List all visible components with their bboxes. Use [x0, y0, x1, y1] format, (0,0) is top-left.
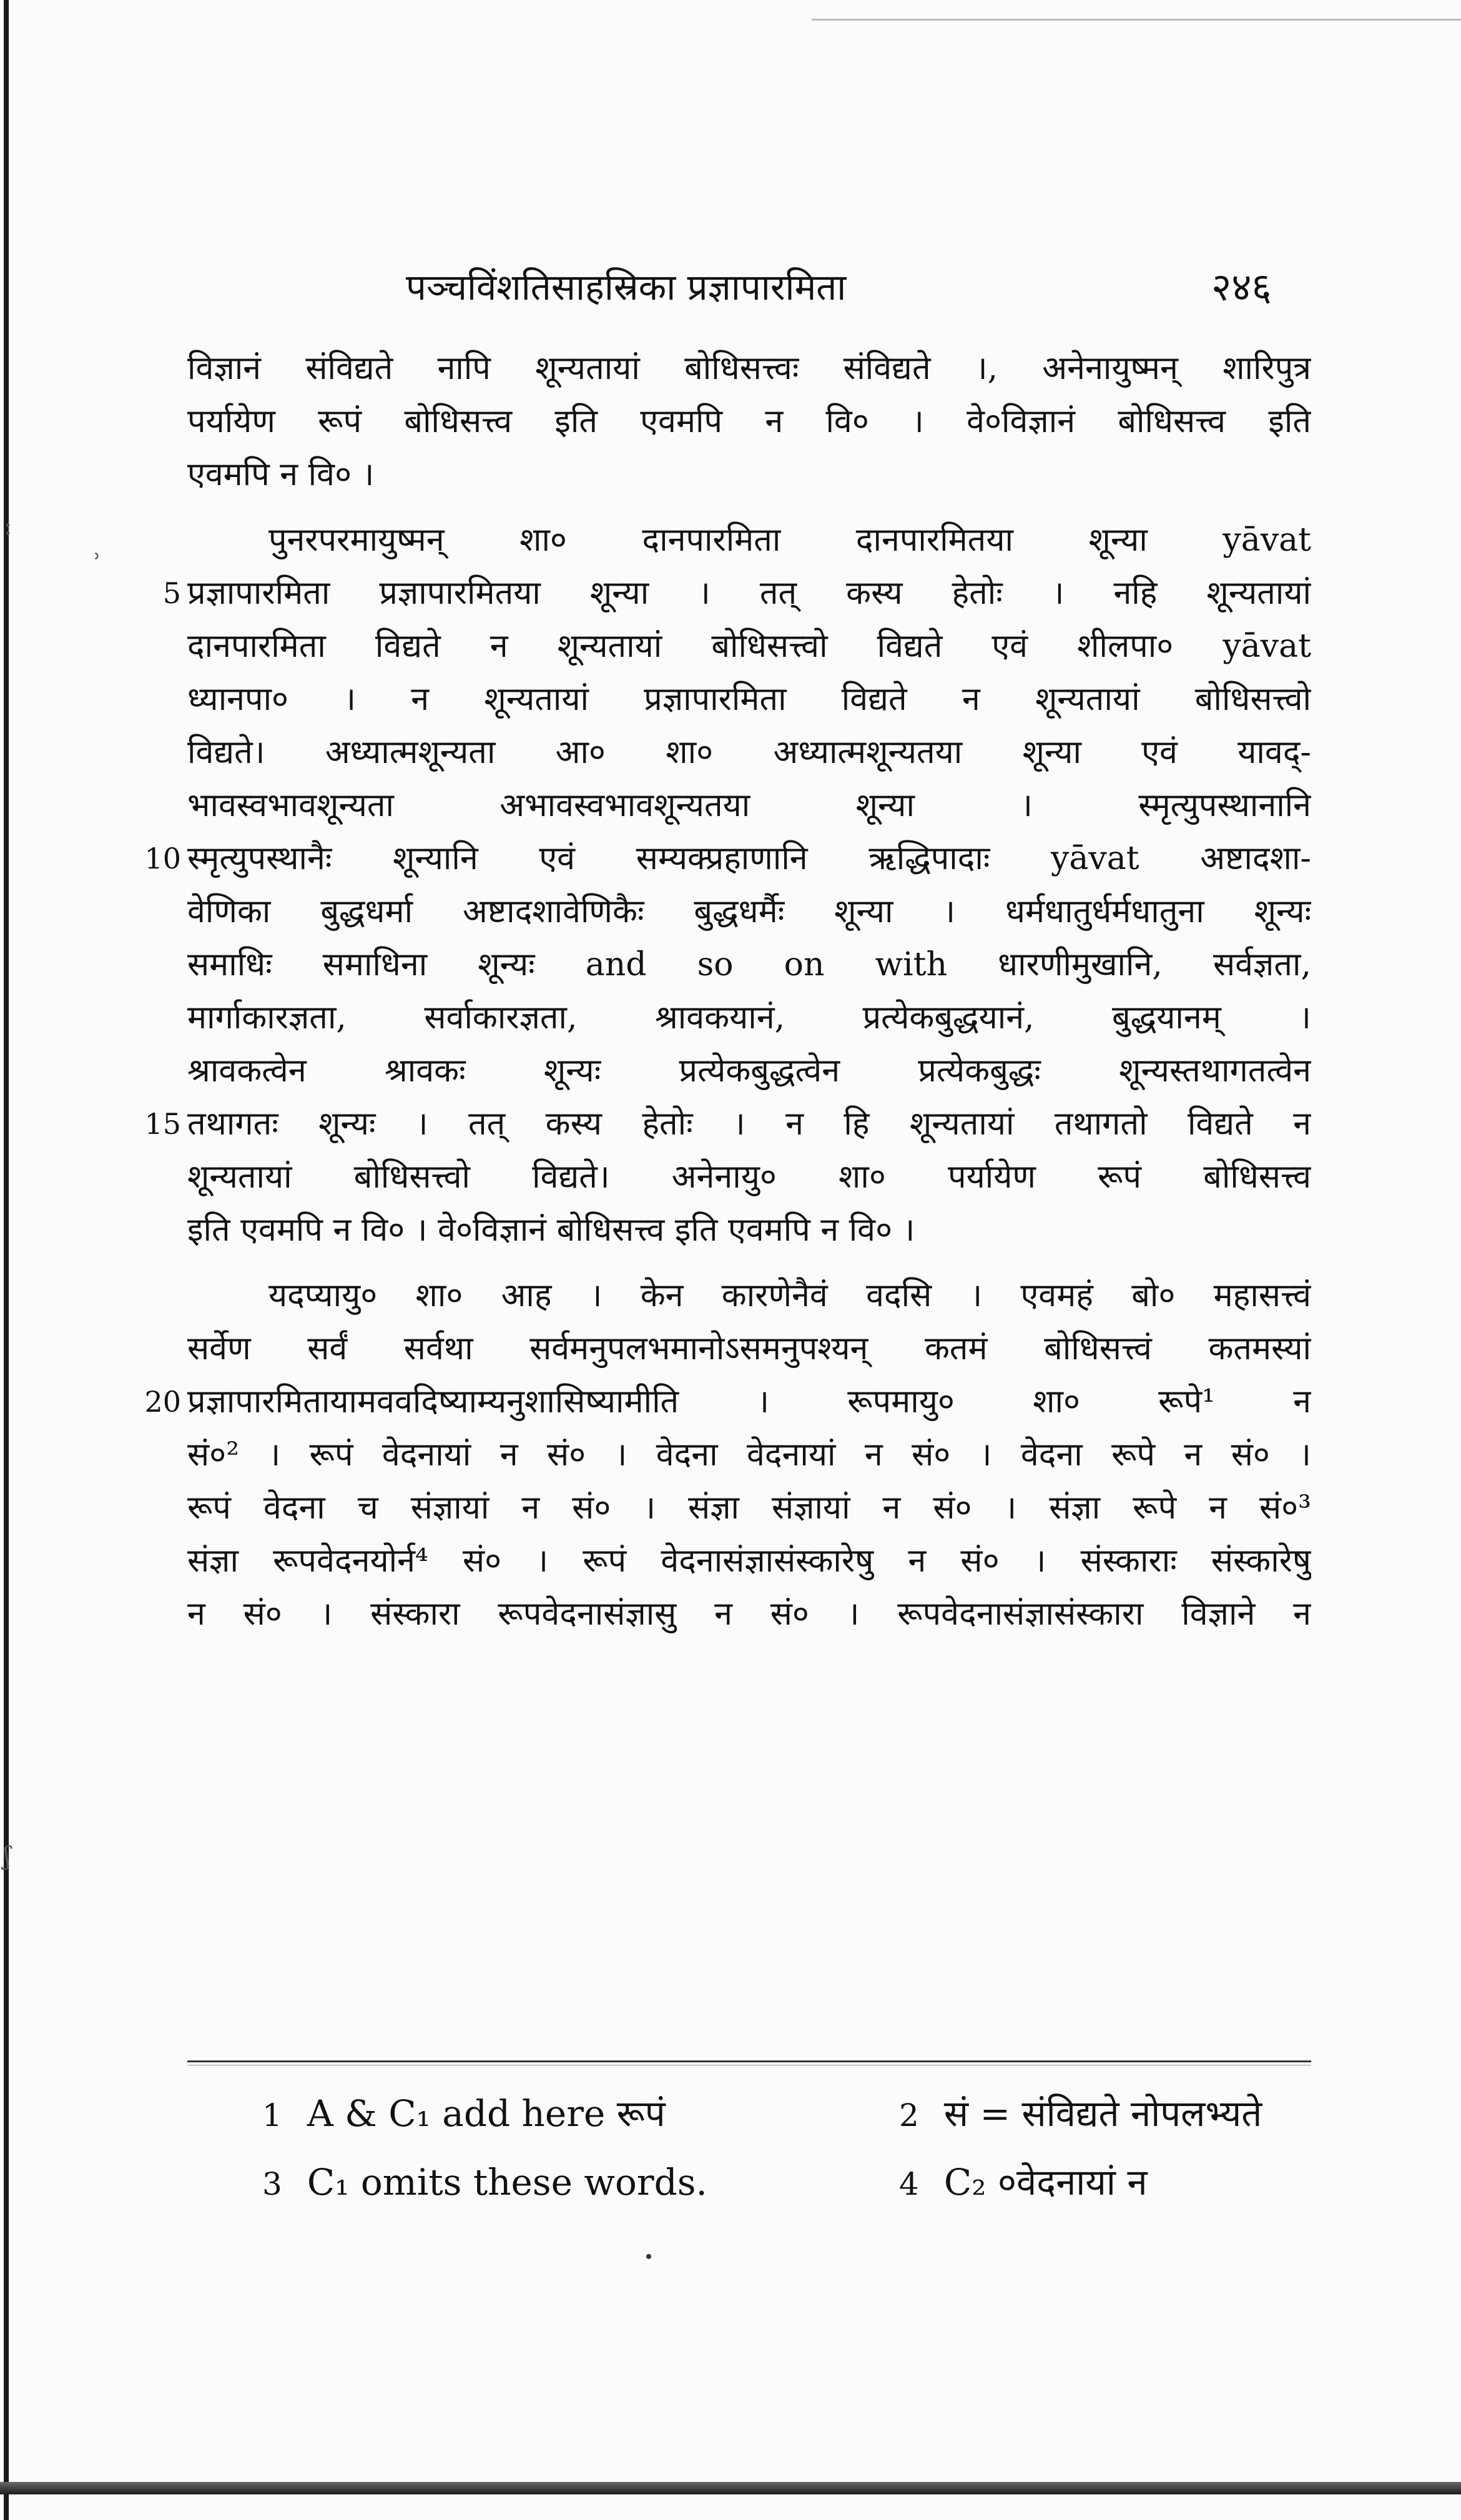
text-line: भावस्वभावशून्यता अभावस्वभावशून्यतया शून्या । स्मृत्युपस्थानानि	[187, 787, 1311, 824]
text-line: रूपं वेदना च संज्ञायां न सं० । संज्ञा संज्ञायां न सं० । संज्ञा रूपे न सं०³	[187, 1489, 1311, 1527]
footnote	[899, 2157, 1148, 2209]
ink-speck	[646, 2254, 651, 2259]
margin-mark: ʃ	[4, 1842, 11, 1871]
text-line: न सं० । संस्कारा रूपवेदनासंज्ञासु न सं० । रूपवेदनासंज्ञासंस्कारा विज्ञाने न	[187, 1595, 1311, 1633]
footnote	[262, 2157, 707, 2209]
text-line: सं०² । रूपं वेदनायां न सं० । वेदना वेदनायां न सं० । वेदना रूपे न सं० ।	[187, 1436, 1311, 1474]
footnote-rule	[187, 2060, 1311, 2062]
text-line: ध्यानपा० । न शून्यतायां प्रज्ञापारमिता विद्यते न शून्यतायां बोधिसत्त्वो	[187, 681, 1311, 718]
text-line: प्रज्ञापारमिता प्रज्ञापारमितया शून्या । तत् कस्य हेतोः । नहि शून्यतायां	[187, 574, 1311, 612]
footnote-text: सं = संविद्यते नोपलभ्यते	[943, 2092, 1262, 2135]
line-number: 15	[144, 1107, 181, 1141]
scan-border-left	[4, 0, 9, 2520]
scan-border-bottom	[0, 2482, 1461, 2494]
text-line: वेणिका बुद्धधर्मा अष्टादशावेणिकैः बुद्धधर्मैः शून्या । धर्मधातुर्धर्मधातुना शून्यः	[187, 893, 1311, 930]
page-number: २४६	[1211, 264, 1272, 310]
text-line: विद्यते। अध्यात्मशून्यता आ० शा० अध्यात्मशून्यतया शून्या एवं यावद्-	[187, 734, 1311, 771]
scan-border-top	[812, 19, 1461, 21]
footnote-text: C₁ omits these words.	[307, 2161, 707, 2203]
text-line: समाधिः समाधिना शून्यः and so on with धारणीमुखानि, सर्वज्ञता,	[187, 946, 1311, 983]
line-number: 20	[144, 1385, 181, 1419]
footnote-number: 1	[262, 2097, 282, 2134]
margin-mark: :	[4, 512, 12, 541]
text-line: एवमपि न वि० ।	[187, 456, 375, 493]
text-line: श्रावकत्वेन श्रावकः शून्यः प्रत्येकबुद्धत्वेन प्रत्येकबुद्धः शून्यस्तथागतत्वेन	[187, 1052, 1311, 1090]
text-line: शून्यतायां बोधिसत्त्वो विद्यते। अनेनायु० शा० पर्यायेण रूपं बोधिसत्त्व	[187, 1158, 1311, 1196]
text-line: संज्ञा रूपवेदनयोर्न⁴ सं० । रूपं वेदनासंज्ञासंस्कारेषु न सं० । संस्काराः संस्कारेषु	[187, 1542, 1311, 1580]
line-number: 5	[162, 576, 181, 610]
text-line: विज्ञानं संविद्यते नापि शून्यतायां बोधिसत्त्वः संविद्यते ।, अनेनायुष्मन् शारिपुत्र	[187, 350, 1311, 387]
footnote-number: 4	[899, 2166, 919, 2202]
text-line: दानपारमिता विद्यते न शून्यतायां बोधिसत्त्वो विद्यते एवं शीलपा० yāvat	[187, 628, 1311, 665]
text-line: पुनरपरमायुष्मन् शा० दानपारमिता दानपारमितया शून्या yāvat	[268, 521, 1311, 559]
footnote-text: C₂ ०वेदनायां न	[943, 2161, 1148, 2203]
text-line: तथागतः शून्यः । तत् कस्य हेतोः । न हि शून्यतायां तथागतो विद्यते न	[187, 1105, 1311, 1143]
text-line: यदप्यायु० शा० आह । केन कारणेनैवं वदसि । एवमहं बो० महासत्त्वं	[268, 1277, 1311, 1314]
footnote	[899, 2089, 1262, 2140]
footnote	[262, 2089, 666, 2140]
line-number: 10	[144, 842, 181, 875]
text-line: प्रज्ञापारमितायामववदिष्याम्यनुशासिष्यामीति । रूपमायु० शा० रूपे¹ न	[187, 1383, 1311, 1420]
margin-mark: ʾ	[94, 549, 102, 578]
text-line: इति एवमपि न वि० । वे०विज्ञानं बोधिसत्त्व इति एवमपि न वि० ।	[187, 1211, 915, 1249]
footnote-number: 2	[899, 2097, 919, 2134]
text-line: मार्गाकारज्ञता, सर्वाकारज्ञता, श्रावकयानं, प्रत्येकबुद्धयानं, बुद्धयानम् ।	[187, 999, 1311, 1036]
text-line: स्मृत्युपस्थानैः शून्यानि एवं सम्यक्प्रहाणानि ऋद्धिपादाः yāvat अष्टादशा-	[187, 840, 1311, 877]
footnote-number: 3	[262, 2166, 282, 2202]
footnote-text: A & C₁ add here रूपं	[307, 2092, 666, 2135]
running-head: पञ्चविंशतिसाहस्रिका प्रज्ञापारमिता	[406, 266, 847, 308]
text-line: सर्वेण सर्वं सर्वथा सर्वमनुपलभमानोऽसमनुपश्यन् कतमं बोधिसत्त्वं कतमस्यां	[187, 1330, 1311, 1367]
text-line: पर्यायेण रूपं बोधिसत्त्व इति एवमपि न वि० । वे०विज्ञानं बोधिसत्त्व इति	[187, 403, 1311, 440]
